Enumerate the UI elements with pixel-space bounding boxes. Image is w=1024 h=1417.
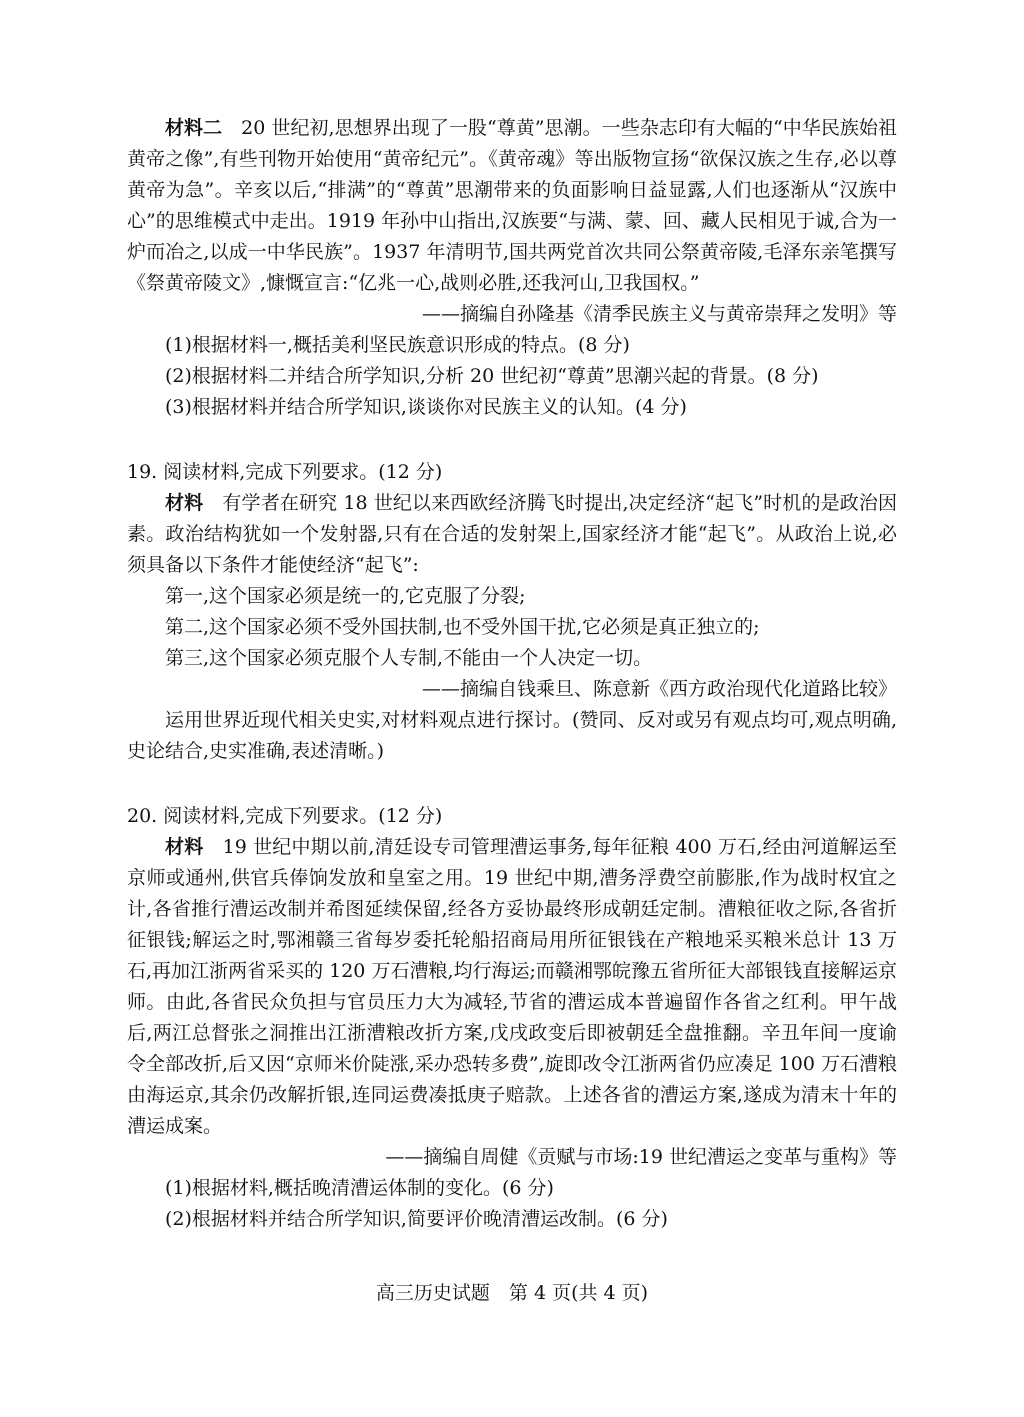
- q20-question-2: (2)根据材料并结合所学知识,简要评价晚清漕运改制。(6 分): [165, 1208, 668, 1230]
- q20-material-text: 19 世纪中期以前,清廷设专司管理漕运事务,每年征粮 400 万石,经由河道解运至京师或通州,供官兵俸饷发放和皇室之用。19 世纪中期,漕务浮费空前膨胀,作为战时权宜之计,各省推行漕运改制并希图延续保留,经各方妥协最终形成朝廷定制。漕粮征收之际,各省折征银钱;解运之时,鄂湘赣三省每岁委托轮船招商局用所征银钱在产粮地采买粮米总计 13 万石,再加江浙两省采买的 120 万石漕粮,均行海运;而赣湘鄂皖豫五省所征大部银钱直接解运京师。由此,各省民众负担与官员压力大为减轻,节省的漕运成本普遍留作各省之红利。甲午战后,两江总督张之洞推出江浙漕粮改折方案,戊戌政变后即被朝廷全盘推翻。辛丑年间一度谕令全部改折,后又因“京师米价陡涨,采办恐转多费”,旋即改令江浙两省仍应凑足 100 万石漕粮由海运京,其余仍改解折银,连同运费凑抵庚子赔款。上述各省的漕运方案,遂成为清末十年的漕运成案。: [127, 836, 897, 1137]
- page-content: [127, 113, 897, 1235]
- q20-material-paragraph: [127, 832, 897, 1142]
- material-two-text: 20 世纪初,思想界出现了一股“尊黄”思潮。一些杂志印有大幅的“中华民族始祖黄帝之像”,有些刊物开始使用“黄帝纪元”。《黄帝魂》等出版物宣扬“欲保汉族之生存,必以尊黄帝为急”。辛亥以后,“排满”的“尊黄”思潮带来的负面影响日益显露,人们也逐渐从“汉族中心”的思维模式中走出。1919 年孙中山指出,汉族要“与满、蒙、回、藏人民相见于诚,合为一炉而冶之,以成一中华民族”。1937 年清明节,国共两党首次共同公祭黄帝陵,毛泽东亲笔撰写《祭黄帝陵文》,慷慨宣言:“亿兆一心,战则必胜,还我河山,卫我国权。”: [127, 117, 897, 294]
- q20-material-label: 材料: [165, 836, 204, 858]
- q19-material-label: 材料: [165, 492, 204, 514]
- q18-question-3: (3)根据材料并结合所学知识,谈谈你对民族主义的认知。(4 分): [165, 396, 687, 418]
- q19-condition-3: 第三,这个国家必须克服个人专制,不能由一个人决定一切。: [165, 647, 653, 669]
- q19-task: 运用世界近现代相关史实,对材料观点进行探讨。(赞同、反对或另有观点均可,观点明确,史论结合,史实准确,表述清晰。): [127, 709, 897, 762]
- page-footer: 高三历史试题 第 4 页(共 4 页): [375, 1282, 649, 1304]
- q19-material-paragraph: [127, 488, 897, 581]
- material-two-label: 材料二: [165, 117, 223, 139]
- section-gap: [127, 423, 897, 457]
- q19-condition-1: 第一,这个国家必须是统一的,它克服了分裂;: [165, 585, 526, 607]
- q20-source: ——摘编自周健《贡赋与市场:19 世纪漕运之变革与重构》等: [385, 1146, 897, 1168]
- q18-question-1: (1)根据材料一,概括美利坚民族意识形成的特点。(8 分): [165, 334, 630, 356]
- q19-material-text: 有学者在研究 18 世纪以来西欧经济腾飞时提出,决定经济“起飞”时机的是政治因素。政治结构犹如一个发射器,只有在合适的发射架上,国家经济才能“起飞”。从政治上说,必须具备以下条件才能使经济“起飞”:: [127, 492, 897, 576]
- q20-title: 20. 阅读材料,完成下列要求。(12 分): [127, 805, 443, 827]
- material-two-paragraph: [127, 113, 897, 299]
- q20-question-1: (1)根据材料,概括晚清漕运体制的变化。(6 分): [165, 1177, 554, 1199]
- q19-condition-2: 第二,这个国家必须不受外国扶制,也不受外国干扰,它必须是真正独立的;: [165, 616, 760, 638]
- q19-source: ——摘编自钱乘旦、陈意新《西方政治现代化道路比较》: [421, 678, 897, 700]
- material-two-source: ——摘编自孙隆基《清季民族主义与黄帝崇拜之发明》等: [421, 303, 897, 325]
- q18-question-2: (2)根据材料二并结合所学知识,分析 20 世纪初“尊黄”思潮兴起的背景。(8 分): [165, 365, 819, 387]
- section-gap: [127, 767, 897, 801]
- q19-title: 19. 阅读材料,完成下列要求。(12 分): [127, 461, 443, 483]
